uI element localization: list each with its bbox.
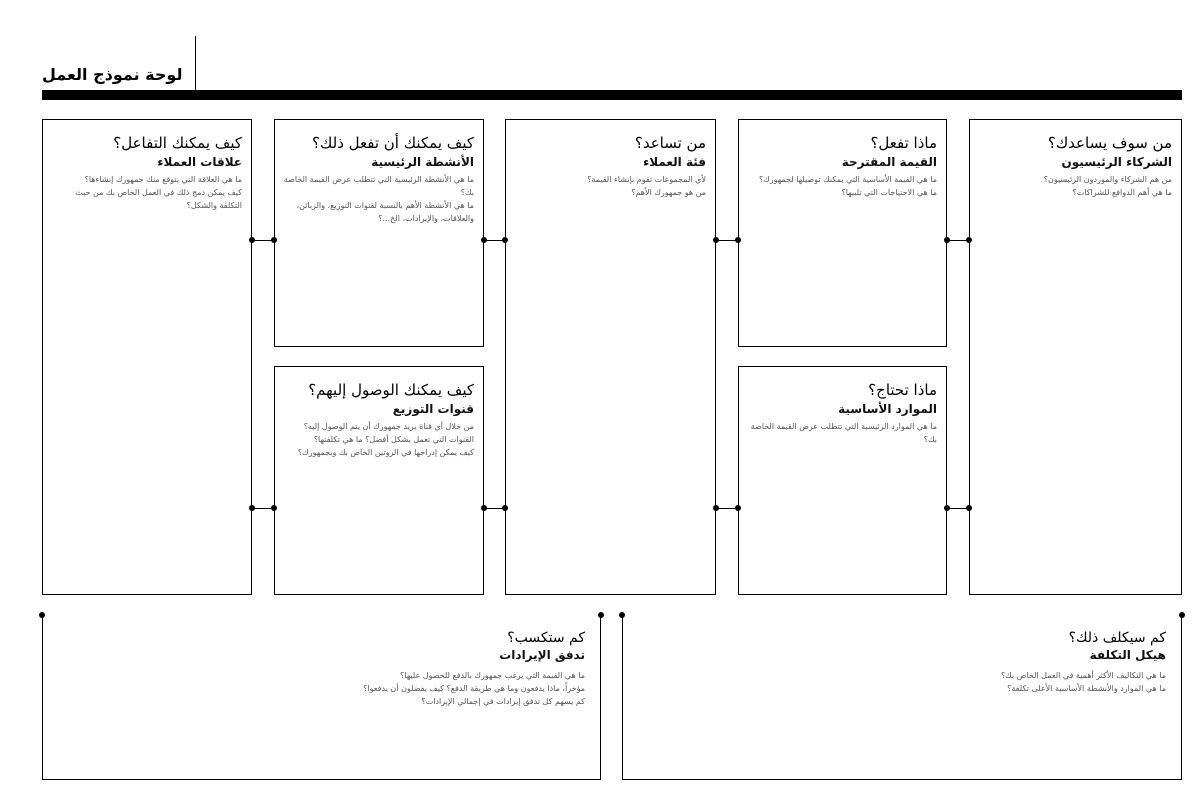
corner-dot	[39, 612, 45, 618]
block-description: ما هي الموارد الرئيسية التي تتطلب عرض القيمة الخاصة بك؟	[750, 422, 937, 444]
block-description: من خلال أي قناة يريد جمهورك أن يتم الوصول إليه؟ القنوات التي تعمل بشكل أفضل؟ ما هي تكلفتها؟ كيف يمكن إدراجها في الروتين الخاص بك وبجمهورك؟	[297, 422, 474, 457]
connector-dot	[735, 505, 741, 511]
block-description: من هم الشركاء والموردون الرئيسيون؟ ما هي أهم الدوافع للشراكات؟	[1043, 175, 1172, 197]
block-heading: الشركاء الرئيسيون	[1061, 155, 1172, 169]
block-heading: الموارد الأساسية	[838, 402, 937, 416]
page-title: لوحة نموذج العمل	[42, 65, 183, 84]
connector-dot	[271, 237, 277, 243]
block-customer-relationships[interactable]	[42, 119, 252, 595]
block-question: كيف يمكنك أن تفعل ذلك؟	[312, 134, 474, 152]
block-description: ما هي العلاقة التي يتوقع منك جمهورك إنشاءها؟ كيف يمكن دمج ذلك في العمل الخاص بك من حيث التكلفة والشكل؟	[75, 175, 242, 210]
block-heading: علاقات العملاء	[157, 155, 242, 169]
block-question: من تساعد؟	[634, 134, 706, 152]
block-value-proposition[interactable]	[738, 119, 947, 347]
block-description: ما هي التكاليف الأكثر أهمية في العمل الخاص بك؟ ما هي الموارد والأنشطة الأساسية الأعلى تكلفة؟	[1000, 671, 1166, 693]
block-question: كيف يمكنك الوصول إليهم؟	[308, 381, 474, 399]
connector-dot	[502, 505, 508, 511]
corner-dot	[1179, 612, 1185, 618]
block-description: ما هي القيمة الأساسية التي يمكنك توصيلها لجمهورك؟ ما هي الاحتياجات التي تلبيها؟	[758, 175, 937, 197]
block-heading: فئة العملاء	[643, 155, 706, 169]
block-channels[interactable]	[274, 366, 484, 595]
title-divider	[195, 36, 196, 90]
connector-dot	[944, 505, 950, 511]
connector-dot	[944, 237, 950, 243]
block-key-resources[interactable]	[738, 366, 947, 595]
block-question: كم ستكسب؟	[507, 630, 585, 646]
connector-dot	[481, 237, 487, 243]
block-heading: الأنشطة الرئيسية	[371, 155, 474, 169]
connector-dot	[502, 237, 508, 243]
cost-text	[900, 630, 1166, 695]
block-question: ماذا تفعل؟	[870, 134, 937, 152]
block-question: ماذا تحتاج؟	[868, 381, 937, 399]
block-heading: القيمة المقترحة	[841, 155, 937, 169]
connector-dot	[481, 505, 487, 511]
connector-dot	[249, 237, 255, 243]
block-heading: قنوات التوزيع	[392, 402, 474, 416]
block-question: كيف يمكنك التفاعل؟	[113, 134, 242, 152]
revenue-text	[300, 630, 585, 708]
connector-dot	[966, 237, 972, 243]
corner-dot	[619, 612, 625, 618]
block-description: ما هي الأنشطة الرئيسية التي تتطلب عرض القيمة الخاصة بك؟ ما هي الأنشطة الأهم بالنسبة لقنوات التوزيع، والزبائن، والعلاقات، والإيرادات، الخ...؟	[283, 175, 474, 223]
block-key-activities[interactable]	[274, 119, 484, 347]
connector-dot	[249, 505, 255, 511]
block-heading: هيكل التكلفة	[1089, 648, 1166, 662]
connector-dot	[713, 505, 719, 511]
header-bar	[42, 90, 1182, 100]
block-heading: تدفق الإيرادات	[499, 648, 585, 662]
block-key-partners[interactable]	[969, 119, 1182, 595]
connector-dot	[713, 237, 719, 243]
block-description: ما هي القيمة التي يرغب جمهورك بالدفع للحصول عليها؟ مؤخراً، ماذا يدفعون وما هي طريقة الدفع؟ كيف يفضلون أن يدفعوا؟ كم يسهم كل تدفق إيرادات في إجمالي الإيرادات؟	[363, 671, 585, 706]
block-question: كم سيكلف ذلك؟	[1068, 630, 1166, 646]
connector-dot	[735, 237, 741, 243]
block-question: من سوف يساعدك؟	[1047, 134, 1172, 152]
connector-dot	[271, 505, 277, 511]
block-customer-segments[interactable]	[505, 119, 716, 595]
corner-dot	[598, 612, 604, 618]
connector-dot	[966, 505, 972, 511]
block-description: لأي المجموعات تقوم بإنشاء القيمة؟ من هو جمهورك الأهم؟	[587, 175, 706, 197]
